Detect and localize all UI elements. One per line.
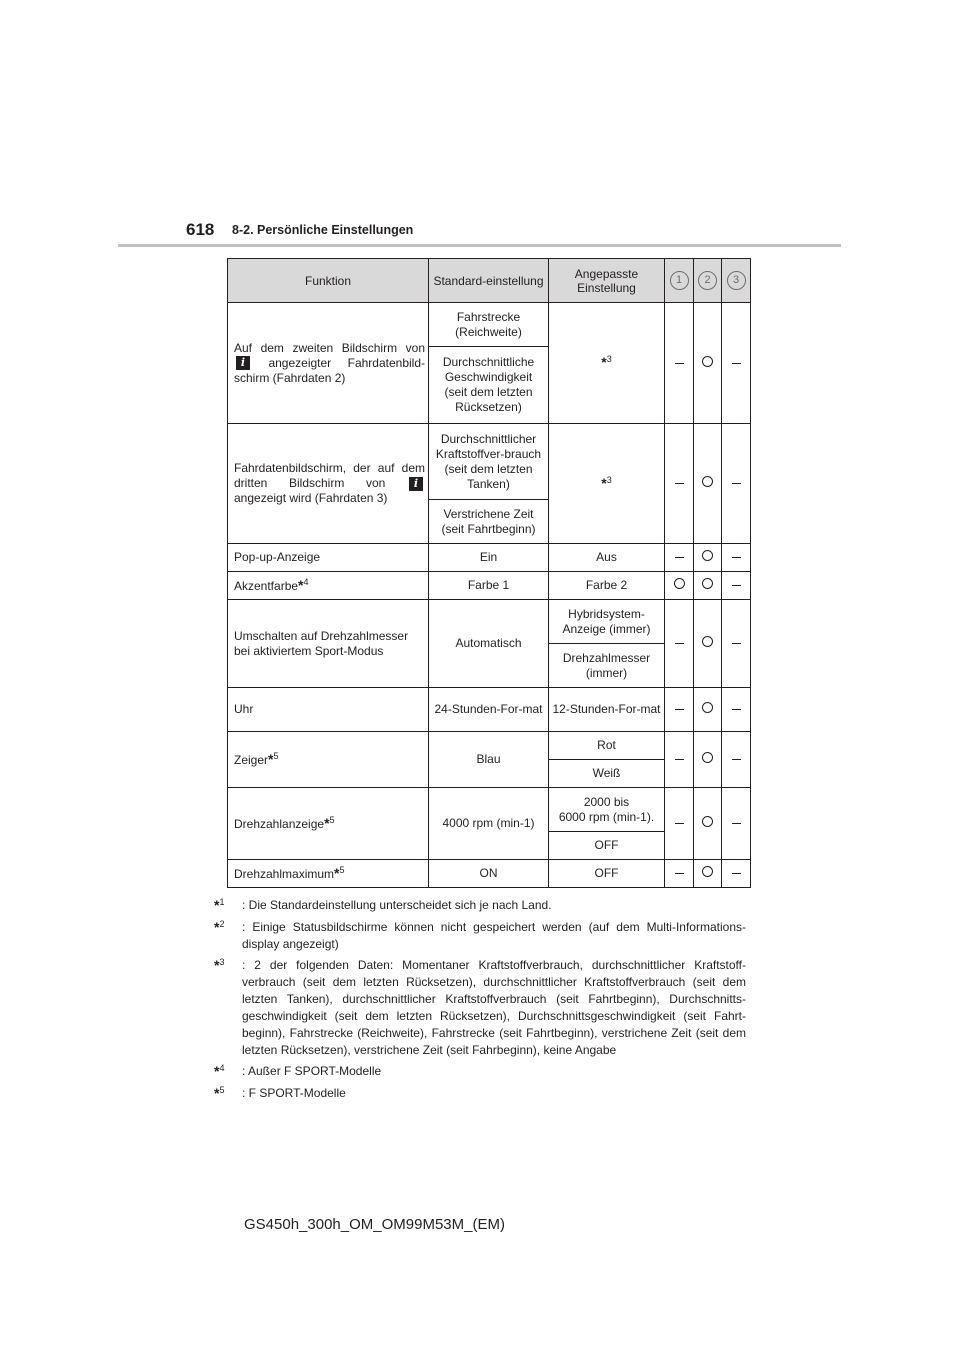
function-text: Auf dem zweiten Bildschirm von [234, 340, 425, 355]
option-cell: Fahrstrecke (Reichweite) [429, 303, 549, 347]
method-1-cell [665, 303, 694, 424]
footnote-text: : F SPORT-Modelle [242, 1086, 346, 1100]
footnote-ref: 5 [273, 750, 279, 761]
default-cell [549, 424, 665, 544]
default-cell: Farbe 1 [429, 572, 549, 600]
custom-cell: Drehzahlmesser (immer) [549, 644, 665, 688]
method-2-cell [694, 600, 722, 688]
function-cell [228, 788, 429, 860]
table-row [228, 544, 751, 572]
function-cell: Pop-up-Anzeige [228, 544, 429, 572]
method-1-cell [665, 788, 694, 860]
method-2-cell [694, 544, 722, 572]
method-2-cell [694, 424, 722, 544]
asterisk-icon: * [214, 957, 220, 973]
table-row [228, 303, 751, 347]
available-mark [702, 356, 713, 367]
function-text: Drehzahlanzeige [234, 816, 325, 831]
not-available-mark [675, 873, 684, 874]
footnote-number: 4 [219, 1063, 225, 1073]
column-header-method-3 [722, 259, 751, 303]
method-3-cell [722, 688, 751, 732]
method-3-cell [722, 303, 751, 424]
footnote-text: : 2 der folgenden Daten: Momentaner Kraftstoffverbrauch, durchschnittlicher Kraftstoff-verbrauch (seit dem letzten Rücksetzen), durchschnittlicher Kraftstoffverbrauch (seit dem letzten Tanken), durchschnittlicher Kraftstoffverbrauch (seit Fahrtbeginn), Durchschnitts-geschwindigkeit (seit dem letzten Rücksetzen), Durchschnittsgeschwindigkeit (seit Fahrt-beginn), Fahrstrecke (Reichweite), Fahrstrecke (seit Fahrtbeginn), verstrichene Zeit (seit dem letzten Rücksetzen), verstrichene Zeit (seit Fahrbeginn), keine Angabe [242, 958, 746, 1057]
footnote-marker [214, 1085, 242, 1103]
default-cell: Automatisch [429, 600, 549, 688]
available-mark [702, 476, 713, 487]
table-row [228, 688, 751, 732]
available-mark [702, 550, 713, 561]
column-header-default: Standard-einstellung [429, 259, 549, 303]
footnote-number: 3 [219, 957, 225, 967]
method-1-cell [665, 688, 694, 732]
table-row [228, 572, 751, 600]
footnote-number: 5 [219, 1085, 225, 1095]
footnote-marker [214, 1063, 242, 1081]
method-2-cell [694, 572, 722, 600]
table-header-row [228, 259, 751, 303]
not-available-mark [675, 709, 684, 710]
column-header-custom: Angepasste Einstellung [549, 259, 665, 303]
footnote-ref: 4 [303, 576, 309, 587]
method-3-cell [722, 732, 751, 788]
not-available-mark [675, 643, 684, 644]
function-text: Drehzahlmaximum [234, 866, 335, 881]
footnote-ref: 3 [606, 474, 612, 485]
option-cell: Durchschnittlicher Kraftstoffver-brauch (seit dem letzten Tanken) [429, 424, 549, 500]
number-1-icon: 1 [670, 271, 689, 290]
function-text: angezeigter Fahrdatenbild-schirm (Fahrdaten 2) [234, 355, 425, 385]
footnote-number: 2 [219, 919, 225, 929]
method-3-cell [722, 572, 751, 600]
document-code: GS450h_300h_OM_OM99M53M_(EM) [244, 1216, 505, 1233]
method-1-cell [665, 572, 694, 600]
function-cell [228, 303, 429, 424]
asterisk-icon: * [214, 897, 220, 913]
default-cell: 4000 rpm (min-1) [429, 788, 549, 860]
default-cell: Ein [429, 544, 549, 572]
function-cell [228, 424, 429, 544]
info-icon: i [236, 356, 250, 370]
info-icon: i [409, 477, 423, 491]
asterisk-icon: * [214, 1085, 220, 1101]
option-cell: Durchschnittliche Geschwindigkeit (seit dem letzten Rücksetzen) [429, 347, 549, 424]
asterisk-icon: * [268, 750, 274, 767]
not-available-mark [675, 823, 684, 824]
not-available-mark [732, 759, 741, 760]
not-available-mark [732, 823, 741, 824]
section-title: 8-2. Persönliche Einstellungen [232, 223, 414, 237]
method-3-cell [722, 860, 751, 888]
custom-cell: Weiß [549, 760, 665, 788]
column-header-method-2 [694, 259, 722, 303]
available-mark [702, 866, 713, 877]
default-cell: ON [429, 860, 549, 888]
footnote-text: : Außer F SPORT-Modelle [242, 1064, 382, 1078]
function-cell: Uhr [228, 688, 429, 732]
asterisk-icon: * [214, 1063, 220, 1079]
asterisk-icon: * [324, 814, 330, 831]
footnote-text: : Einige Statusbildschirme können nicht gespeichert werden (auf dem Multi-Informations-display angezeigt) [242, 920, 746, 951]
custom-cell: Aus [549, 544, 665, 572]
footnote-text: : Die Standardeinstellung unterscheidet sich je nach Land. [242, 898, 552, 912]
function-cell: Umschalten auf Drehzahlmesser bei aktiviertem Sport-Modus [228, 600, 429, 688]
method-2-cell [694, 303, 722, 424]
default-cell: Blau [429, 732, 549, 788]
function-cell [228, 572, 429, 600]
custom-range-end: 6000 rpm (min-1). [558, 809, 655, 824]
column-header-function: Funktion [228, 259, 429, 303]
not-available-mark [732, 709, 741, 710]
not-available-mark [675, 557, 684, 558]
available-mark [674, 578, 685, 589]
method-1-cell [665, 600, 694, 688]
not-available-mark [732, 873, 741, 874]
available-mark [702, 702, 713, 713]
option-cell: Verstrichene Zeit (seit Fahrtbeginn) [429, 500, 549, 544]
method-3-cell [722, 424, 751, 544]
method-2-cell [694, 788, 722, 860]
available-mark [702, 752, 713, 763]
not-available-mark [675, 483, 684, 484]
asterisk-icon: * [601, 474, 607, 491]
asterisk-icon: * [334, 864, 340, 881]
column-header-method-1 [665, 259, 694, 303]
table-row [228, 860, 751, 888]
method-1-cell [665, 860, 694, 888]
available-mark [702, 816, 713, 827]
not-available-mark [675, 363, 684, 364]
footnote-2 [214, 919, 746, 953]
function-text: Fahrdatenbildschirm, der auf dem dritten Bildschirm von [234, 461, 425, 490]
table-row [228, 788, 751, 832]
method-2-cell [694, 688, 722, 732]
not-available-mark [732, 643, 741, 644]
method-3-cell [722, 544, 751, 572]
method-3-cell [722, 788, 751, 860]
table-row [228, 732, 751, 760]
not-available-mark [732, 363, 741, 364]
number-2-icon: 2 [698, 271, 717, 290]
not-available-mark [675, 759, 684, 760]
method-2-cell [694, 732, 722, 788]
asterisk-icon: * [298, 576, 304, 593]
function-cell [228, 860, 429, 888]
custom-cell: OFF [549, 832, 665, 860]
footnote-marker [214, 897, 242, 915]
footnote-marker [214, 919, 242, 953]
available-mark [702, 578, 713, 589]
custom-cell: 12-Stunden-For-mat [549, 688, 665, 732]
method-2-cell [694, 860, 722, 888]
function-text: Zeiger [234, 752, 269, 767]
footnote-ref: 5 [339, 864, 345, 875]
custom-cell: Hybridsystem-Anzeige (immer) [549, 600, 665, 644]
settings-table [227, 258, 751, 888]
not-available-mark [732, 557, 741, 558]
number-3-icon: 3 [727, 271, 746, 290]
available-mark [702, 636, 713, 647]
footnote-number: 1 [219, 897, 225, 907]
header-rule [118, 244, 841, 247]
function-text: Akzentfarbe [234, 578, 299, 593]
custom-cell: Rot [549, 732, 665, 760]
function-cell [228, 732, 429, 788]
not-available-mark [732, 585, 741, 586]
method-1-cell [665, 732, 694, 788]
custom-cell [549, 788, 665, 832]
footnote-3 [214, 957, 746, 1059]
default-cell [549, 303, 665, 424]
custom-cell: Farbe 2 [549, 572, 665, 600]
default-cell: 24-Stunden-For-mat [429, 688, 549, 732]
footnotes [214, 897, 746, 1107]
table-row [228, 424, 751, 500]
page-number: 618 [186, 220, 215, 239]
footnote-ref: 3 [606, 354, 612, 364]
custom-range-start: 2000 bis [583, 794, 630, 809]
function-text: angezeigt wird (Fahrdaten 3) [234, 491, 388, 505]
footnote-ref: 5 [329, 814, 335, 825]
asterisk-icon: * [214, 919, 220, 935]
footnote-1 [214, 897, 746, 915]
custom-cell: OFF [549, 860, 665, 888]
method-3-cell [722, 600, 751, 688]
not-available-mark [732, 483, 741, 484]
footnote-marker [214, 957, 242, 1059]
method-1-cell [665, 544, 694, 572]
method-1-cell [665, 424, 694, 544]
footnote-4 [214, 1063, 746, 1081]
table-row [228, 600, 751, 644]
asterisk-icon: * [601, 354, 607, 370]
footnote-5 [214, 1085, 746, 1103]
